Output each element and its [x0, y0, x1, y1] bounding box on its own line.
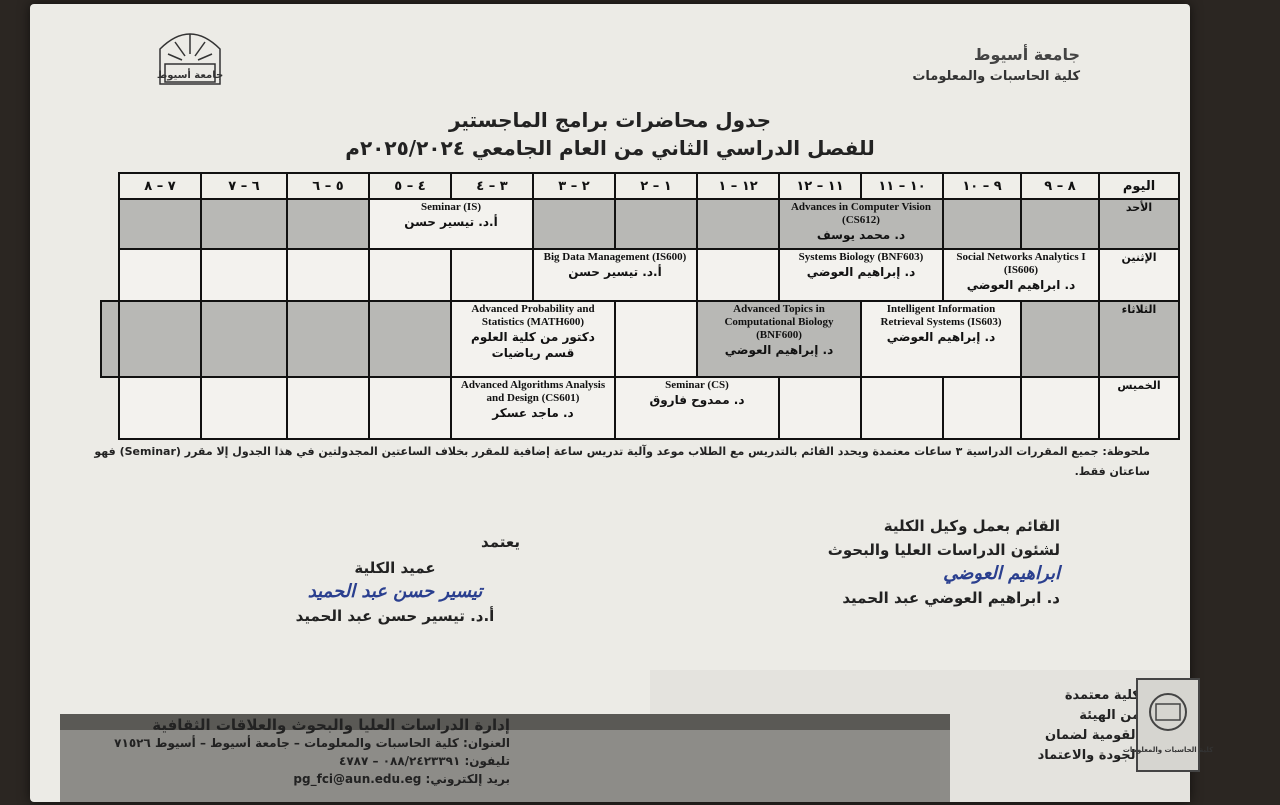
header-row	[101, 173, 1179, 199]
empty-cell	[533, 199, 615, 249]
session-cell	[369, 199, 533, 249]
course-name: Social Networks Analytics I (IS606)	[956, 251, 1086, 276]
instructor-name: أ.د. تيسير حسن	[404, 215, 498, 229]
col-day: اليوم	[1099, 173, 1179, 199]
empty-cell	[943, 377, 1021, 439]
col-slot: ١٠ – ١١	[861, 173, 943, 199]
instructor-name: د. ابراهيم العوضي	[966, 278, 1076, 292]
schedule-note: ملحوظة: جميع المقررات الدراسية ٣ ساعات معتمدة ويحدد القائم بالتدريس مع الطلاب موعد وآلية تدريس ساعة إضافية للمقرر بخلاف الساعتين المجدولتين في هذا الجدول إلا مقرر (Seminar) فهو ساعتان فقط.	[94, 445, 1150, 478]
footer-email[interactable]: pg_fci@aun.edu.eg	[293, 772, 422, 786]
row-thursday	[101, 377, 1179, 439]
col-slot: ٦ – ٧	[201, 173, 287, 199]
empty-cell	[1021, 199, 1099, 249]
vice-dean-name: د. ابراهيم العوضي عبد الحميد	[842, 589, 1060, 607]
empty-cell	[697, 249, 779, 301]
session-cell	[943, 249, 1099, 301]
document-page	[30, 4, 1214, 802]
col-slot: ٣ – ٤	[451, 173, 533, 199]
instructor-name: قسم رياضيات	[491, 346, 575, 360]
col-slot: ٤ – ٥	[369, 173, 451, 199]
university-name: جامعة أسيوط	[973, 45, 1080, 64]
footer-department: إدارة الدراسات العليا والبحوث والعلاقات الثقافية	[152, 716, 510, 734]
vice-dean-handwritten-signature: ابراهيم العوضي	[943, 563, 1060, 584]
accreditation-line: الجودة والاعتماد	[1037, 748, 1140, 763]
document-subtitle: للفصل الدراسي الثاني من العام الجامعي ٢٠٢٥/٢٠٢٤م	[345, 136, 875, 160]
course-name: Advanced Probability and Statistics (MATH600)	[471, 303, 595, 328]
empty-cell	[779, 377, 861, 439]
empty-cell	[615, 301, 697, 377]
col-slot: ١ – ٢	[615, 173, 697, 199]
empty-cell	[287, 199, 369, 249]
empty-cell	[119, 377, 201, 439]
col-slot: ٧ – ٨	[119, 173, 201, 199]
session-cell	[451, 301, 615, 377]
dean-signature-block	[265, 532, 525, 628]
instructor-name: أ.د. تيسير حسن	[568, 265, 662, 279]
faculty-logo-text: كلية الحاسبات والمعلومات	[1122, 746, 1214, 754]
empty-cell	[287, 301, 369, 377]
course-name: Seminar (IS)	[421, 201, 481, 213]
empty-cell	[943, 199, 1021, 249]
empty-cell	[615, 199, 697, 249]
accreditation-line: كلية معتمدة	[1064, 688, 1140, 703]
footer-address: العنوان: كلية الحاسبات والمعلومات – جامعة أسيوط – أسيوط ٧١٥٢٦	[114, 736, 510, 750]
empty-cell	[369, 377, 451, 439]
col-slot: ٩ – ١٠	[943, 173, 1021, 199]
footer-email-label: بريد إلكتروني:	[425, 772, 510, 786]
day-sunday: الأحد	[1099, 199, 1179, 249]
course-name: Systems Biology (BNF603)	[798, 251, 924, 263]
document-title: جدول محاضرات برامج الماجستير	[448, 108, 772, 132]
university-header	[912, 44, 1080, 88]
empty-cell	[201, 249, 287, 301]
instructor-name: د. ماجد عسكر	[492, 406, 574, 420]
day-monday: الإثنين	[1099, 249, 1179, 301]
session-cell	[697, 301, 861, 377]
dean-name: أ.د. تيسير حسن عبد الحميد	[295, 607, 495, 625]
vice-dean-signature-block	[828, 514, 1060, 610]
empty-cell	[861, 377, 943, 439]
session-cell	[451, 377, 615, 439]
instructor-name: د. محمد يوسف	[816, 228, 906, 242]
session-cell	[779, 199, 943, 249]
empty-cell	[369, 249, 451, 301]
dean-handwritten-signature: تيسير حسن عبد الحميد	[307, 581, 483, 602]
vice-dean-title: القائم بعمل وكيل الكلية	[883, 517, 1060, 535]
approve-label: يعتمد	[481, 533, 520, 551]
row-monday	[101, 249, 1179, 301]
empty-cell	[201, 377, 287, 439]
course-name: Seminar (CS)	[665, 379, 729, 391]
empty-cell	[451, 249, 533, 301]
empty-cell	[287, 249, 369, 301]
empty-cell	[101, 301, 119, 377]
accreditation-line: القومية لضمان	[1045, 728, 1140, 743]
session-cell	[779, 249, 943, 301]
empty-cell	[1021, 377, 1099, 439]
instructor-name: د. ممدوح فاروق	[649, 393, 745, 407]
accreditation-text	[960, 686, 1140, 766]
col-slot: ١٢ – ١	[697, 173, 779, 199]
row-sunday	[101, 199, 1179, 249]
empty-cell	[119, 199, 201, 249]
empty-cell	[119, 301, 201, 377]
vice-dean-title-2: لشئون الدراسات العليا والبحوث	[827, 541, 1060, 559]
course-name: Advanced Topics in Computational Biology (BNF600)	[724, 303, 834, 341]
instructor-name: د. إبراهيم العوضي	[724, 343, 834, 357]
col-slot: ٥ – ٦	[287, 173, 369, 199]
course-name: Intelligent Information Retrieval Systems (IS603)	[880, 303, 1002, 328]
instructor-name: د. إبراهيم العوضي	[806, 265, 916, 279]
session-cell	[615, 377, 779, 439]
day-thursday: الخميس	[1099, 377, 1179, 439]
empty-cell	[201, 301, 287, 377]
schedule-table	[100, 172, 1180, 440]
empty-cell	[369, 301, 451, 377]
course-name: Advances in Computer Vision (CS612)	[790, 201, 932, 226]
col-slot: ١١ – ١٢	[779, 173, 861, 199]
accreditation-line: من الهيئة	[1079, 708, 1140, 723]
university-logo	[140, 14, 240, 94]
empty-cell	[201, 199, 287, 249]
footer-contact	[70, 716, 510, 788]
row-tuesday	[101, 301, 1179, 377]
col-slot: ٨ – ٩	[1021, 173, 1099, 199]
col-slot: ٢ – ٣	[533, 173, 615, 199]
faculty-name: كلية الحاسبات والمعلومات	[912, 69, 1080, 84]
faculty-logo	[1122, 678, 1214, 772]
empty-cell	[119, 249, 201, 301]
day-tuesday: الثلاثاء	[1099, 301, 1179, 377]
course-name: Advanced Algorithms Analysis and Design (CS601)	[460, 379, 606, 404]
empty-cell	[697, 199, 779, 249]
logo-text: جامعة أسيوط	[156, 70, 224, 81]
session-cell	[533, 249, 697, 301]
empty-cell	[287, 377, 369, 439]
footer-phone: تليفون: ٠٨٨/٢٤٢٣٣٩١ – ٤٧٨٧	[339, 754, 510, 768]
session-cell	[861, 301, 1021, 377]
empty-cell	[1021, 301, 1099, 377]
course-name: Big Data Management (IS600)	[543, 251, 687, 263]
instructor-name: دكتور من كلية العلوم	[471, 330, 595, 344]
instructor-name: د. إبراهيم العوضي	[886, 330, 996, 344]
dean-title: عميد الكلية	[354, 559, 436, 577]
